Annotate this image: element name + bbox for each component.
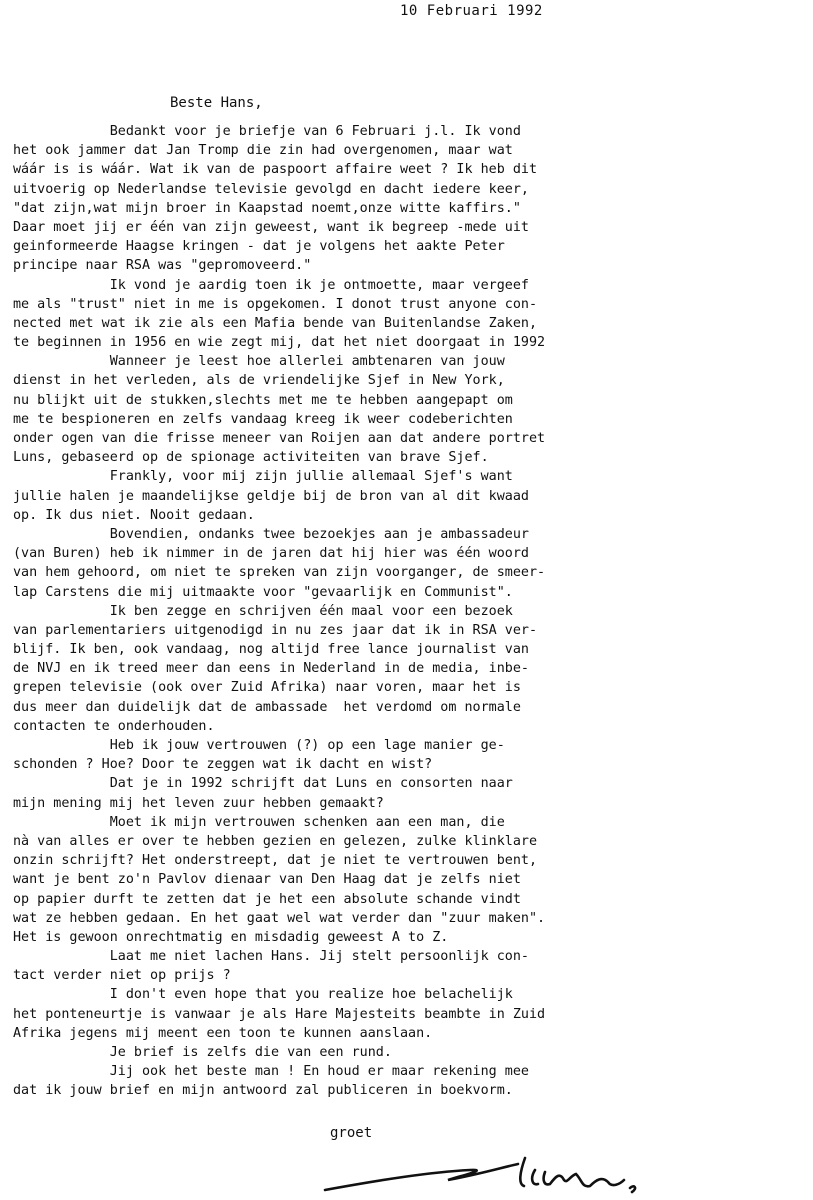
letter-line: lap Carstens die mij uitmaakte voor "gevaarlijk en Communist". — [13, 584, 513, 600]
letter-line: van parlementariers uitgenodigd in nu zes jaar dat ik in RSA ver- — [13, 622, 538, 638]
letter-line: me te bespioneren en zelfs vandaag kreeg ik weer codeberichten — [13, 411, 513, 427]
letter-line: wáár is is wáár. Wat ik van de paspoort affaire weet ? Ik heb dit — [13, 162, 538, 178]
letter-line: te beginnen in 1956 en wie zegt mij, dat het niet doorgaat in 1992 — [13, 335, 546, 351]
letter-line: Jij ook het beste man ! En houd er maar rekening mee — [13, 1064, 529, 1080]
letter-line: Dat je in 1992 schrijft dat Luns en consorten naar — [13, 776, 513, 792]
letter-line: jullie halen je maandelijkse geldje bij de bron van al dit kwaad — [13, 488, 529, 504]
salutation: Beste Hans, — [170, 95, 263, 111]
closing: groet — [330, 1125, 373, 1141]
letter-line: "dat zijn,wat mijn broer in Kaapstad noemt,onze witte kaffirs." — [13, 200, 521, 216]
letter-line: Het is gewoon onrechtmatig en misdadig geweest A to Z. — [13, 929, 449, 945]
letter-line: dus meer dan duidelijk dat de ambassade het verdomd om normale — [13, 699, 521, 715]
letter-line: Bedankt voor je briefje van 6 Februari j.l. Ik vond — [13, 124, 521, 139]
letter-line: (van Buren) heb ik nimmer in de jaren dat hij hier was één woord — [13, 546, 529, 562]
letter-line: tact verder niet op prijs ? — [13, 968, 231, 984]
letter-line: Luns, gebaseerd op de spionage activiteiten van brave Sjef. — [13, 450, 489, 466]
letter-line: Afrika jegens mij meent een toon te kunnen aanslaan. — [13, 1025, 433, 1041]
letter-line: dienst in het verleden, als de vriendelijke Sjef in New York, — [13, 373, 505, 389]
letter-line: want je bent zo'n Pavlov dienaar van Den Haag dat je zelfs niet — [13, 872, 521, 888]
letter-line: I don't even hope that you realize hoe belachelijk — [13, 987, 513, 1003]
letter-line: Moet ik mijn vertrouwen schenken aan een man, die — [13, 814, 505, 830]
letter-line: Bovendien, ondanks twee bezoekjes aan je ambassadeur — [13, 526, 529, 542]
letter-line: Ik ben zegge en schrijven één maal voor een bezoek — [13, 603, 513, 619]
letter-line: het ponteneurtje is vanwaar je als Hare Majesteits beambte in Zuid — [13, 1006, 546, 1022]
letter-line: de NVJ en ik treed meer dan eens in Nederland in de media, inbe- — [13, 661, 529, 677]
letter-line: grepen televisie (ook over Zuid Afrika) naar voren, maar het is — [13, 680, 521, 696]
letter-line: op. Ik dus niet. Nooit gedaan. — [13, 507, 255, 523]
letter-body — [13, 122, 808, 1120]
letter-line: contacten te onderhouden. — [13, 718, 215, 734]
letter-line: Laat me niet lachen Hans. Jij stelt persoonlijk con- — [13, 949, 529, 965]
letter-line: Ik vond je aardig toen ik je ontmoette, maar vergeef — [13, 277, 529, 293]
letter-line: mijn mening mij het leven zuur hebben gemaakt? — [13, 795, 384, 811]
letter-line: uitvoerig op Nederlandse televisie gevolgd en dacht iedere keer, — [13, 181, 529, 197]
letter-line: nà van alles er over te hebben gezien en gelezen, zulke klinklare — [13, 833, 538, 849]
letter-line — [13, 1101, 808, 1120]
letter-line: Je brief is zelfs die van een rund. — [13, 1045, 392, 1060]
letter-line: Daar moet jij er één van zijn geweest, want ik begreep -mede uit — [13, 219, 529, 235]
letter-line: me als "trust" niet in me is opgekomen. I donot trust anyone con- — [13, 296, 538, 312]
letter-line: het ook jammer dat Jan Tromp die zin had overgenomen, maar wat — [13, 143, 513, 159]
letter-line: Heb ik jouw vertrouwen (?) op een lage manier ge- — [13, 738, 505, 753]
letter-line: principe naar RSA was "gepromoveerd." — [13, 258, 312, 274]
letter-date: 10 Februari 1992 — [400, 3, 543, 19]
letter-line: Wanneer je leest hoe allerlei ambtenaren van jouw — [13, 354, 505, 370]
letter-line: geinformeerde Haagse kringen - dat je volgens het aakte Peter — [13, 239, 505, 255]
letter-line: blijf. Ik ben, ook vandaag, nog altijd free lance journalist van — [13, 642, 529, 658]
letter-line: onder ogen van die frisse meneer van Roijen aan dat andere portret — [13, 431, 546, 446]
letter-line: Frankly, voor mij zijn jullie allemaal Sjef's want — [13, 469, 513, 485]
letter-line: op papier durft te zetten dat je het een absolute schande vindt — [13, 891, 521, 907]
letter-line: nected met wat ik zie als een Mafia bende van Buitenlandse Zaken, — [13, 315, 538, 331]
letter-line: nu blijkt uit de stukken,slechts met me te hebben aangepapt om — [13, 392, 513, 408]
letter-line: onzin schrijft? Het onderstreept, dat je niet te vertrouwen bent, — [13, 853, 538, 869]
letter-line: van hem gehoord, om niet te spreken van zijn voorganger, de smeer- — [13, 565, 546, 581]
letter-line: wat ze hebben gedaan. En het gaat wel wat verder dan "zuur maken". — [13, 910, 546, 926]
letter-line: schonden ? Hoe? Door te zeggen wat ik dacht en wist? — [13, 757, 433, 773]
signature — [320, 1150, 660, 1200]
letter-line: dat ik jouw brief en mijn antwoord zal publiceren in boekvorm. — [13, 1083, 513, 1099]
